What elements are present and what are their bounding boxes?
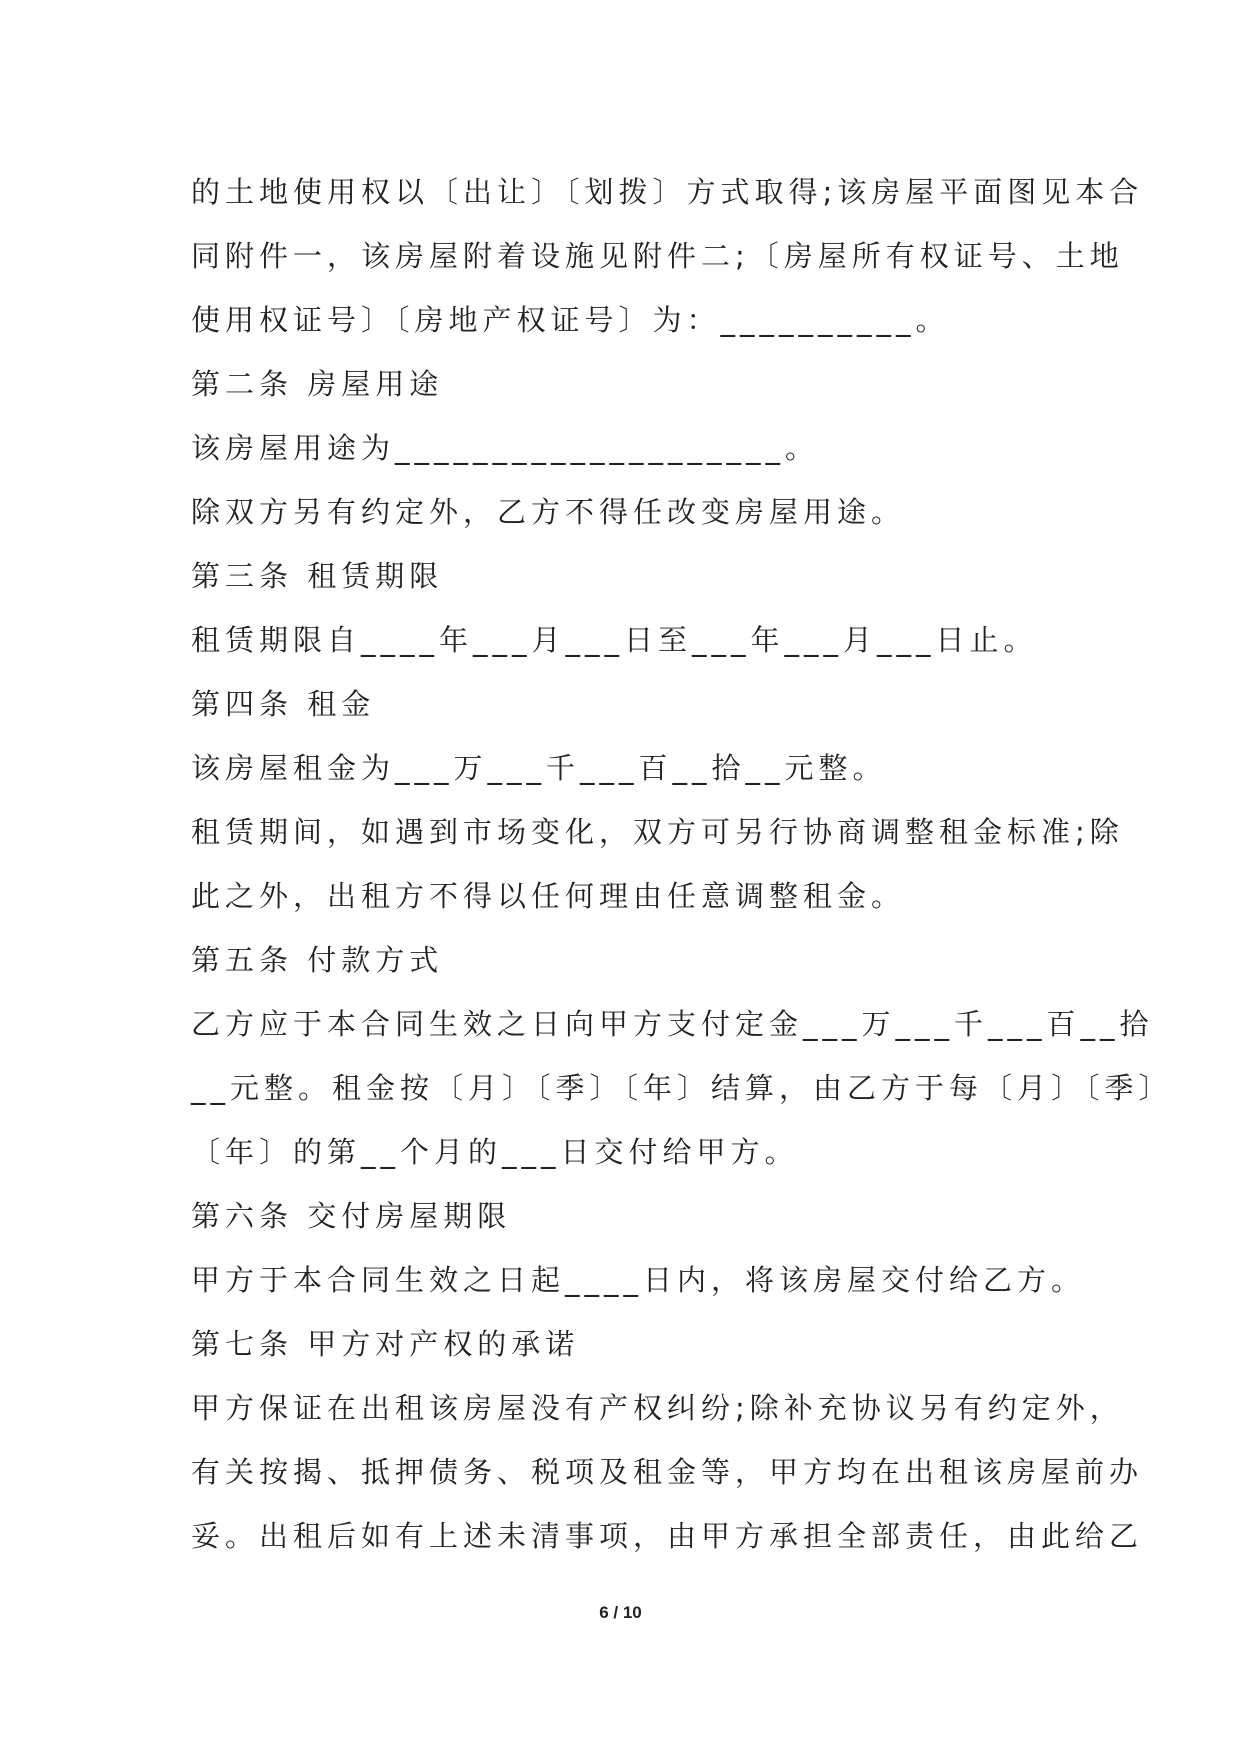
body-text-line: 甲方保证在出租该房屋没有产权纠纷;除补充协议另有约定外， <box>191 1391 1124 1425</box>
body-text-line: 该房屋租金为___万___千___百__拾__元整。 <box>191 751 887 785</box>
page-number: 6 / 10 <box>599 1603 642 1622</box>
body-text-line: 租赁期间，如遇到市场变化，双方可另行协商调整租金标准;除 <box>191 815 1124 849</box>
body-text-line: __元整。租金按〔月〕〔季〕〔年〕结算，由乙方于每〔月〕〔季〕 <box>191 1071 1173 1105</box>
body-text-line: 租赁期限自____年___月___日至___年___月___日止。 <box>191 623 1038 657</box>
article-heading: 第四条 租金 <box>191 687 376 721</box>
article-heading: 第五条 付款方式 <box>191 943 444 977</box>
article-heading: 第二条 房屋用途 <box>191 367 444 401</box>
body-text-line: 有关按揭、抵押债务、税项及租金等，甲方均在出租该房屋前办 <box>191 1455 1144 1489</box>
body-text-line: 同附件一，该房屋附着设施见附件二;〔房屋所有权证号、土地 <box>191 239 1124 273</box>
body-text-line: 甲方于本合同生效之日起____日内，将该房屋交付给乙方。 <box>191 1263 1086 1297</box>
body-text-line: 使用权证号〕〔房地产权证号〕为：__________。 <box>191 303 950 337</box>
body-text-line: 此之外，出租方不得以任何理由任意调整租金。 <box>191 879 906 913</box>
body-text-line: 〔年〕的第__个月的___日交付给甲方。 <box>191 1135 799 1169</box>
document-body <box>191 160 1173 1568</box>
body-text-line: 妥。出租后如有上述未清事项，由甲方承担全部责任，由此给乙 <box>191 1519 1144 1553</box>
body-text-line: 乙方应于本合同生效之日向甲方支付定金___万___千___百__拾 <box>191 1007 1154 1041</box>
body-text-line: 除双方另有约定外，乙方不得任改变房屋用途。 <box>191 495 906 529</box>
article-heading: 第三条 租赁期限 <box>191 559 444 593</box>
article-heading: 第六条 交付房屋期限 <box>191 1199 512 1233</box>
body-text-line: 该房屋用途为____________________。 <box>191 431 820 465</box>
article-heading: 第七条 甲方对产权的承诺 <box>191 1327 580 1361</box>
body-text-line: 的土地使用权以〔出让〕〔划拨〕方式取得;该房屋平面图见本合 <box>191 175 1144 209</box>
